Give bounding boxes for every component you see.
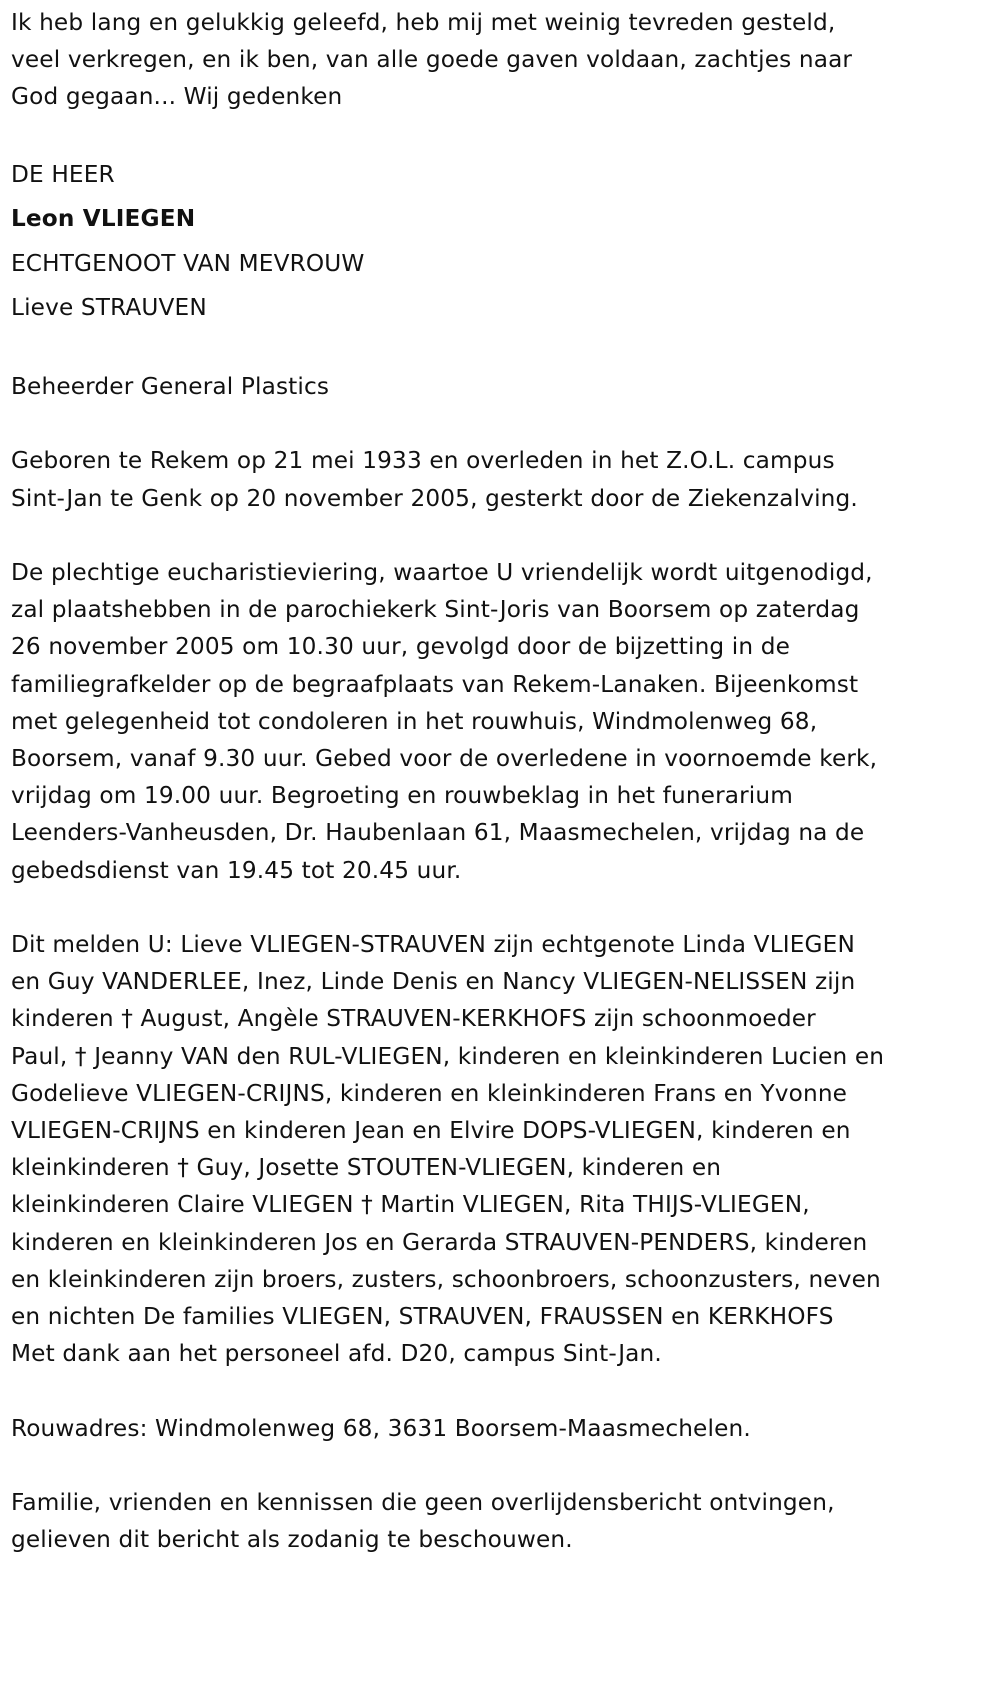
poem-line: God gegaan... Wij gedenken	[11, 83, 343, 111]
family-line: en kleinkinderen zijn broers, zusters, schoonbroers, schoonzusters, neven	[11, 1265, 881, 1293]
birth-death-line: Geboren te Rekem op 21 mei 1933 en overleden in het Z.O.L. campus	[11, 447, 835, 475]
spacer	[11, 331, 991, 368]
family-line: Paul, † Jeanny VAN den RUL-VLIEGEN, kinderen en kleinkinderen Lucien en	[11, 1042, 885, 1070]
ceremony-line: Boorsem, vanaf 9.30 uur. Gebed voor de overledene in voornoemde kerk,	[11, 744, 878, 772]
family-line: Godelieve VLIEGEN-CRIJNS, kinderen en kleinkinderen Frans en Yvonne	[11, 1079, 848, 1107]
family-line: Met dank aan het personeel afd. D20, campus Sint-Jan.	[11, 1340, 662, 1368]
closing-line: gelieven dit bericht als zodanig te beschouwen.	[11, 1526, 573, 1554]
ceremony-line: vrijdag om 19.00 uur. Begroeting en rouwbeklag in het funerarium	[11, 782, 793, 810]
family-line: en Guy VANDERLEE, Inez, Linde Denis en Nancy VLIEGEN-NELISSEN zijn	[11, 968, 856, 996]
family-line: Dit melden U: Lieve VLIEGEN-STRAUVEN zijn echtgenote Linda VLIEGEN	[11, 930, 855, 958]
spacer	[11, 1447, 991, 1484]
ceremony-line: familiegrafkelder op de begraafplaats van Rekem-Lanaken. Bijeenkomst	[11, 670, 859, 698]
closing-paragraph	[11, 1484, 991, 1558]
family-line: kleinkinderen † Guy, Josette STOUTEN-VLIEGEN, kinderen en	[11, 1154, 722, 1182]
spouse-name: Lieve STRAUVEN	[11, 294, 207, 322]
occupation-text: Beheerder General Plastics	[11, 372, 330, 400]
occupation	[11, 368, 991, 405]
spacer	[11, 889, 991, 926]
poem-line: veel verkregen, en ik ben, van alle goede gaven voldaan, zachtjes naar	[11, 46, 853, 74]
poem-line: Ik heb lang en gelukkig geleefd, heb mij met weinig tevreden gesteld,	[11, 9, 836, 36]
birth-death-line: Sint-Jan te Genk op 20 november 2005, gesterkt door de Ziekenzalving.	[11, 484, 858, 512]
ceremony-line: met gelegenheid tot condoleren in het rouwhuis, Windmolenweg 68,	[11, 707, 818, 735]
spacer	[11, 1372, 991, 1409]
ceremony-line: De plechtige eucharistieviering, waartoe U vriendelijk wordt uitgenodigd,	[11, 558, 873, 586]
family-line: kleinkinderen Claire VLIEGEN † Martin VLIEGEN, Rita THIJS-VLIEGEN,	[11, 1191, 810, 1219]
closing-line: Familie, vrienden en kennissen die geen overlijdensbericht ontvingen,	[11, 1489, 835, 1516]
family-line: kinderen en kleinkinderen Jos en Gerarda STRAUVEN-PENDERS, kinderen	[11, 1228, 868, 1256]
deceased-name: Leon VLIEGEN	[11, 205, 196, 233]
spacer	[11, 517, 991, 554]
address-text: Rouwadres: Windmolenweg 68, 3631 Boorsem-Maasmechelen.	[11, 1414, 751, 1442]
family-line: VLIEGEN-CRIJNS en kinderen Jean en Elvire DOPS-VLIEGEN, kinderen en	[11, 1117, 851, 1144]
family-line: kinderen † August, Angèle STRAUVEN-KERKHOFS zijn schoonmoeder	[11, 1005, 816, 1033]
spacer	[11, 405, 991, 442]
ceremony-line: gebedsdienst van 19.45 tot 20.45 uur.	[11, 856, 462, 884]
ceremony-line: Leenders-Vanheusden, Dr. Haubenlaan 61, Maasmechelen, vrijdag na de	[11, 819, 865, 847]
spacer	[11, 116, 991, 153]
deceased-title: DE HEER	[11, 160, 115, 188]
family-line: en nichten De families VLIEGEN, STRAUVEN, FRAUSSEN en KERKHOFS	[11, 1303, 834, 1331]
ceremony-line: zal plaatshebben in de parochiekerk Sint-Joris van Boorsem op zaterdag	[11, 596, 860, 624]
deceased-header	[11, 153, 991, 331]
birth-death-paragraph	[11, 442, 991, 516]
deceased-relation: ECHTGENOOT VAN MEVROUW	[11, 249, 365, 277]
mourning-address	[11, 1410, 991, 1447]
family-paragraph	[11, 926, 991, 1372]
ceremony-paragraph	[11, 554, 991, 889]
opening-poem	[11, 4, 991, 116]
ceremony-line: 26 november 2005 om 10.30 uur, gevolgd door de bijzetting in de	[11, 633, 791, 661]
